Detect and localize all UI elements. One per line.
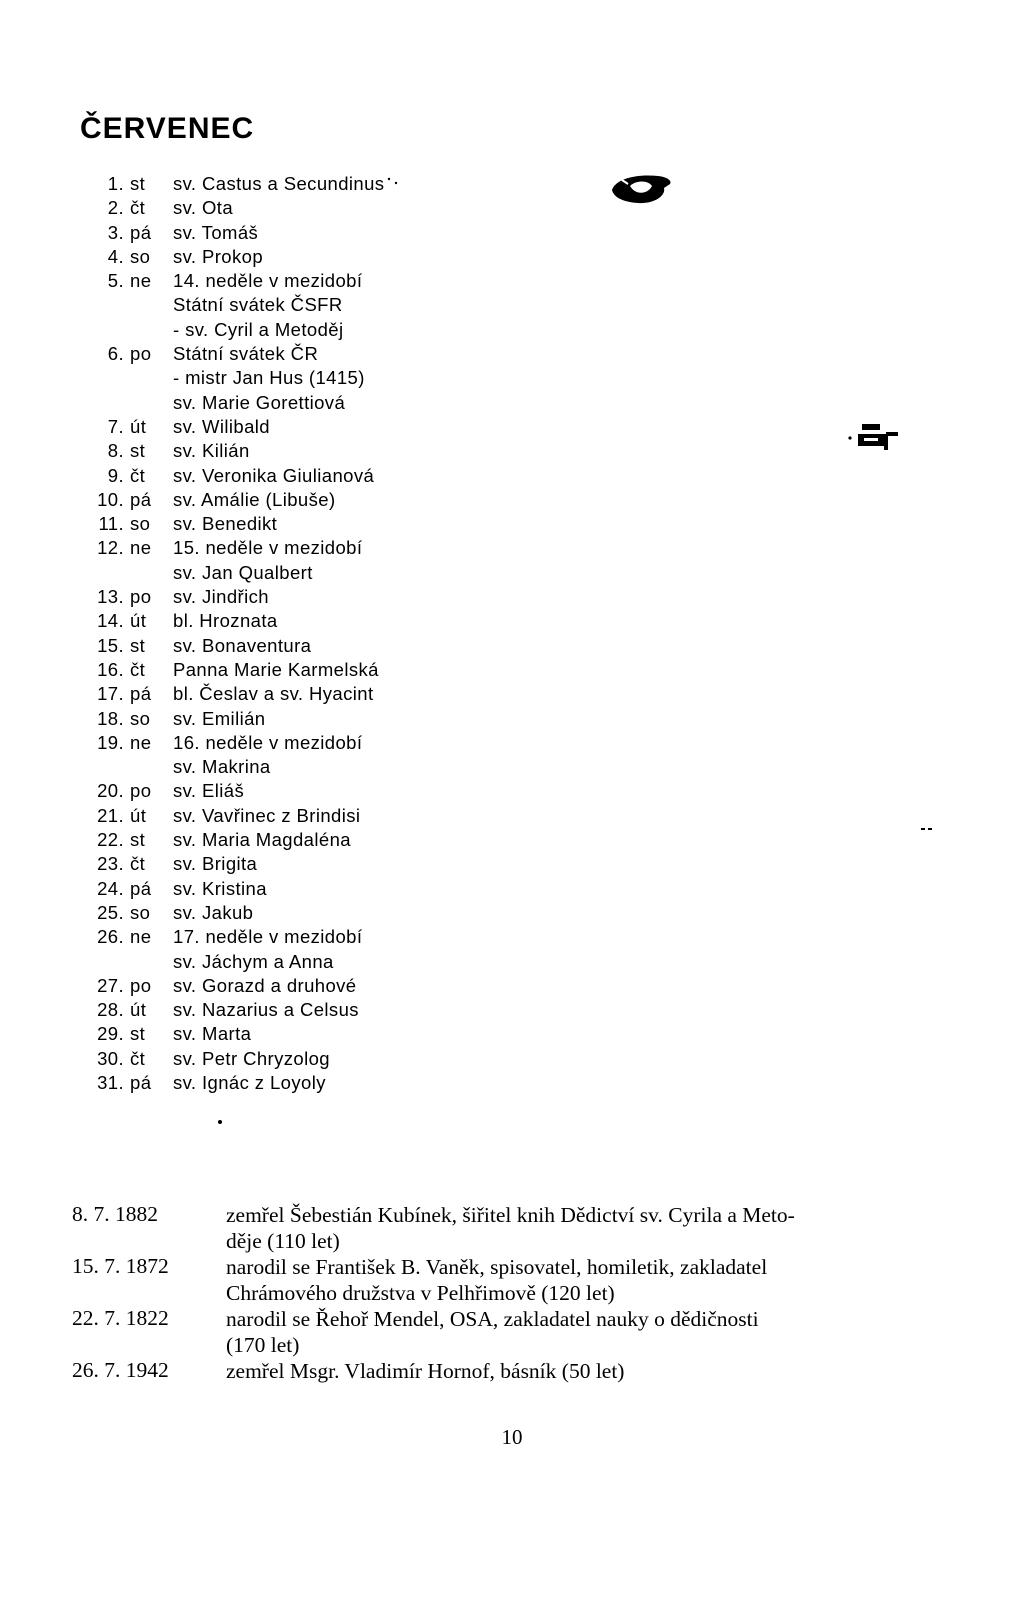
feast-text: - mistr Jan Hus (1415) (173, 367, 365, 389)
feast-text: Panna Marie Karmelská (173, 658, 379, 680)
feast-text: sv. Castus a Secundinus (173, 173, 385, 194)
feast-text: sv. Marie Gorettiová (173, 391, 346, 413)
day-number: 21. (97, 804, 124, 826)
weekday-abbrev: so (130, 707, 151, 729)
weekday-abbrev: ne (130, 537, 152, 559)
day-number: 28. (97, 999, 124, 1021)
weekday-abbrev: út (130, 804, 147, 826)
day-number: 12. (97, 537, 124, 559)
day-number: 10. (97, 488, 124, 510)
weekday-abbrev: ne (130, 731, 152, 753)
day-number: 13. (97, 586, 124, 608)
weekday-abbrev: pá (130, 877, 152, 899)
feast-text: 16. neděle v mezidobí (173, 731, 363, 753)
ink-blot-ornament (608, 172, 674, 206)
feast-text: Státní svátek ČR (173, 343, 319, 365)
feast-text: bl. Hroznata (173, 610, 278, 632)
weekday-abbrev: út (130, 999, 147, 1021)
day-number: 26. (97, 926, 124, 948)
weekday-abbrev: čt (130, 658, 146, 680)
day-number: 5. (107, 270, 124, 292)
weekday-abbrev: út (130, 610, 147, 632)
day-number: 15. (97, 634, 124, 656)
feast-text: sv. Maria Magdaléna (173, 829, 351, 851)
day-number: 1. (107, 173, 124, 194)
weekday-abbrev: pá (130, 1071, 152, 1093)
weekday-abbrev: st (130, 634, 146, 656)
anniversaries-list (72, 1202, 1024, 1384)
anniversary-entry (72, 1202, 1024, 1254)
anniversary-entry (72, 1254, 1024, 1306)
ink-mark-ornament (846, 420, 908, 458)
anniversary-date: 8. 7. 1882 (72, 1202, 158, 1226)
day-number: 31. (97, 1071, 124, 1093)
feast-text: 15. neděle v mezidobí (173, 537, 363, 559)
feast-text: sv. Wilibald (173, 415, 270, 437)
weekday-abbrev: st (130, 173, 146, 194)
feast-text: sv. Tomáš (173, 221, 259, 243)
weekday-abbrev: pá (130, 683, 152, 705)
feast-text: 14. neděle v mezidobí (173, 270, 363, 292)
feast-text: sv. Amálie (Libuše) (173, 488, 336, 510)
day-number: 20. (97, 780, 124, 802)
ink-dot (386, 176, 400, 186)
day-number: 16. (97, 658, 124, 680)
weekday-abbrev: ne (130, 926, 152, 948)
day-number: 7. (107, 415, 124, 437)
day-number: 8. (107, 440, 124, 462)
day-number: 23. (97, 853, 124, 875)
anniversary-date: 22. 7. 1822 (72, 1306, 169, 1330)
anniversary-date: 26. 7. 1942 (72, 1358, 169, 1382)
weekday-abbrev: ne (130, 270, 152, 292)
feast-text: 17. neděle v mezidobí (173, 926, 363, 948)
day-number: 27. (97, 974, 124, 996)
ink-dot (216, 1118, 224, 1126)
weekday-abbrev: čt (130, 853, 146, 875)
weekday-abbrev: st (130, 440, 146, 462)
feast-text: sv. Prokop (173, 245, 264, 267)
day-number: 9. (107, 464, 124, 486)
feast-text: sv. Veronika Giulianová (173, 464, 375, 486)
anniversary-text: narodil se Řehoř Mendel, OSA, zakladatel nauky o dědičnosti (226, 1307, 759, 1331)
weekday-abbrev: po (130, 586, 152, 608)
day-number: 18. (97, 707, 124, 729)
weekday-abbrev: pá (130, 221, 152, 243)
feast-text: sv. Marta (173, 1023, 252, 1045)
weekday-abbrev: čt (130, 1047, 146, 1069)
anniversary-date: 15. 7. 1872 (72, 1254, 169, 1278)
feast-text: sv. Kristina (173, 877, 267, 899)
day-number: 30. (97, 1047, 124, 1069)
day-number: 19. (97, 731, 124, 753)
day-number: 4. (107, 245, 124, 267)
day-number: 17. (97, 683, 124, 705)
feast-text: sv. Gorazd a druhové (173, 974, 357, 996)
feast-text: sv. Jindřich (173, 586, 269, 608)
weekday-abbrev: čt (130, 464, 146, 486)
feast-text: - sv. Cyril a Metoděj (173, 318, 344, 340)
weekday-abbrev: po (130, 974, 152, 996)
feast-text: sv. Jan Qualbert (173, 561, 313, 583)
day-number: 6. (107, 343, 124, 365)
day-number: 22. (97, 829, 124, 851)
weekday-abbrev: út (130, 415, 147, 437)
weekday-abbrev: po (130, 343, 152, 365)
feast-text: sv. Bonaventura (173, 634, 312, 656)
feast-text: sv. Vavřinec z Brindisi (173, 804, 361, 826)
weekday-abbrev: st (130, 1023, 146, 1045)
day-number: 29. (97, 1023, 124, 1045)
anniversary-text: narodil se František B. Vaněk, spisovatel, homiletik, zakladatel (226, 1255, 768, 1279)
feast-text: sv. Jáchym a Anna (173, 950, 334, 972)
day-number: 11. (98, 513, 124, 535)
day-number: 14. (97, 610, 124, 632)
anniversary-entry (72, 1358, 1024, 1384)
feast-text: sv. Petr Chryzolog (173, 1047, 330, 1069)
feast-text: sv. Emilián (173, 707, 266, 729)
feast-text: sv. Makrina (173, 756, 271, 778)
weekday-abbrev: po (130, 780, 152, 802)
weekday-abbrev: so (130, 513, 151, 535)
feast-text: sv. Nazarius a Celsus (173, 999, 359, 1021)
feast-text: sv. Jakub (173, 901, 254, 923)
weekday-abbrev: so (130, 901, 151, 923)
ink-dot (920, 826, 936, 834)
weekday-abbrev: so (130, 245, 151, 267)
feast-text: bl. Česlav a sv. Hyacint (173, 683, 374, 705)
feast-text: sv. Brigita (173, 853, 258, 875)
anniversary-text: (170 let) (226, 1333, 300, 1357)
weekday-abbrev: pá (130, 488, 152, 510)
page-number: 10 (501, 1425, 523, 1449)
feast-text: sv. Kilián (173, 440, 250, 462)
anniversary-text: zemřel Msgr. Vladimír Hornof, básník (50 let) (226, 1359, 625, 1383)
anniversary-text: Chrámového družstva v Pelhřimově (120 let) (226, 1281, 615, 1305)
day-number: 25. (97, 901, 124, 923)
feast-text: Státní svátek ČSFR (173, 294, 343, 316)
anniversary-entry (72, 1306, 1024, 1358)
day-number: 24. (97, 877, 124, 899)
feast-text: sv. Benedikt (173, 513, 278, 535)
day-number: 3. (107, 221, 124, 243)
day-number: 2. (107, 197, 124, 219)
weekday-abbrev: st (130, 829, 146, 851)
weekday-abbrev: čt (130, 197, 146, 219)
feast-text: sv. Ignác z Loyoly (173, 1071, 326, 1093)
feast-text: sv. Ota (173, 197, 234, 219)
feast-text: sv. Eliáš (173, 780, 245, 802)
anniversary-text: děje (110 let) (226, 1229, 340, 1253)
anniversary-text: zemřel Šebestián Kubínek, šiřitel knih Dědictví sv. Cyrila a Meto- (226, 1203, 795, 1227)
month-title: ČERVENEC (80, 112, 255, 145)
